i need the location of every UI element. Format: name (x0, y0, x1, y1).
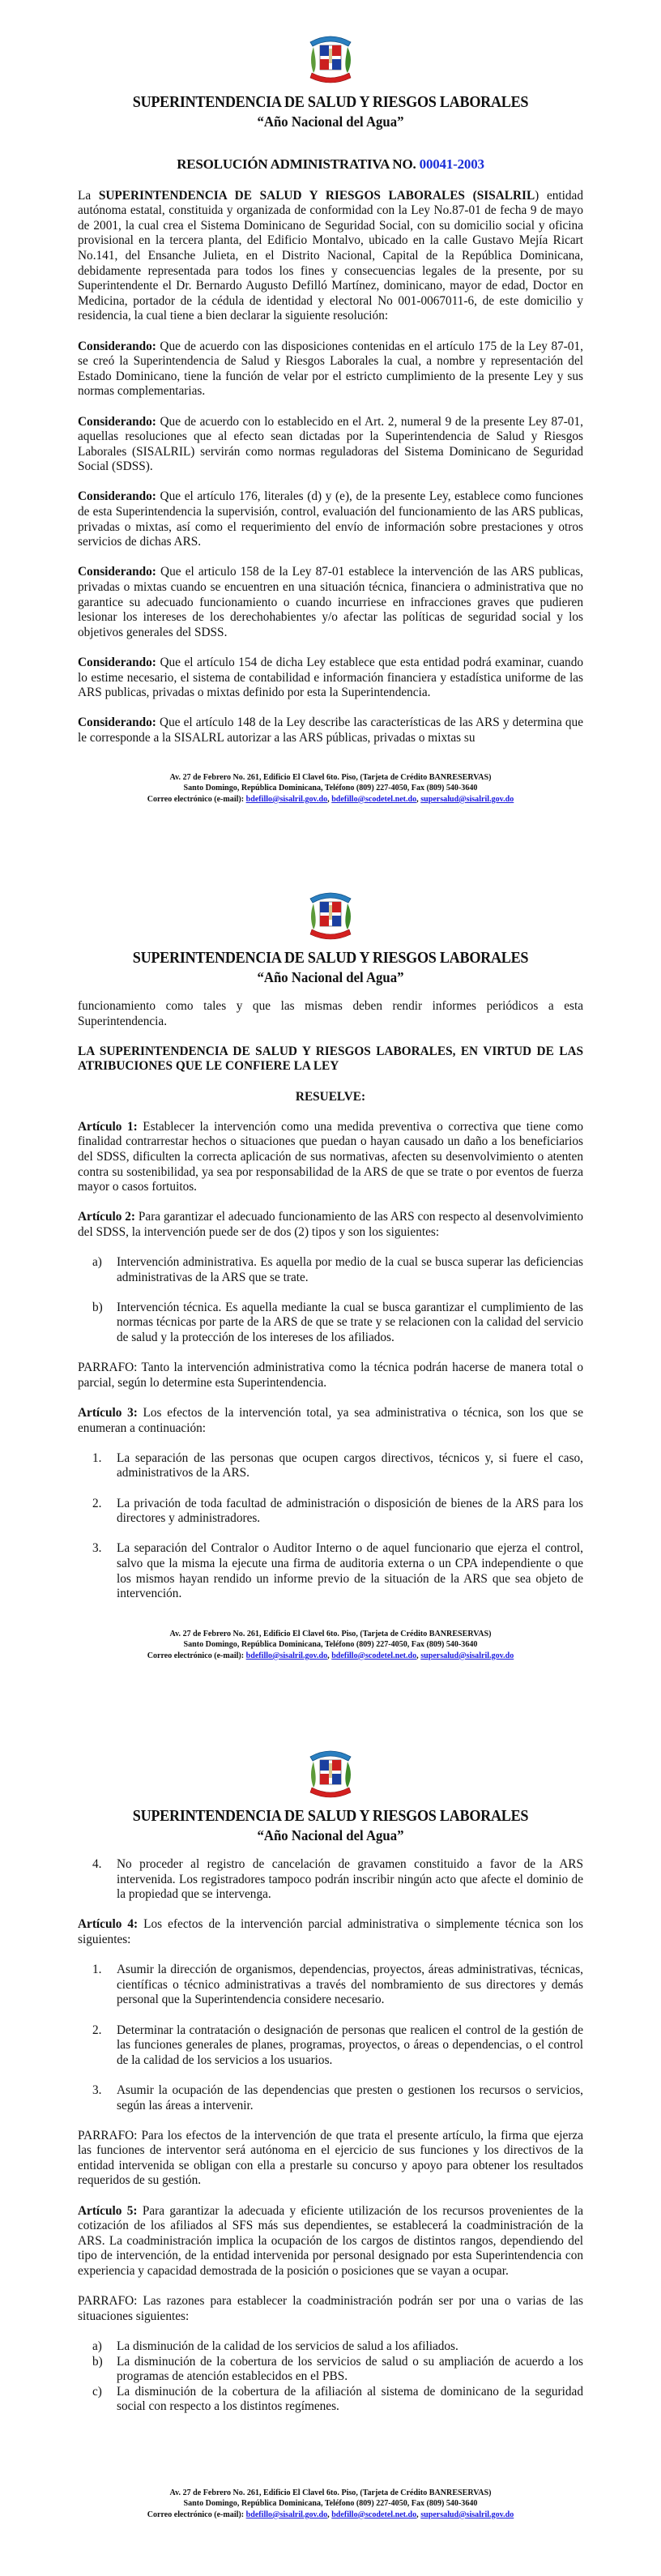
list-item (78, 2355, 583, 2385)
email-link[interactable]: bdefillo@sisalril.gov.do (245, 1651, 328, 1660)
articulo-label: Artículo 4: (78, 1917, 139, 1932)
considerando-text: Que el artículo 148 de la Ley describe las características de las ARS y determina que le corresponde a la SISALRL autorizar a las ARS públicas, privadas o mixtas su (78, 716, 583, 745)
intro-text: ) entidad autónoma estatal, constituida y organizada de conformidad con la Ley No.87-01 de fecha 9 de mayo de 2001, la cual crea el Sistema Dominicano de Seguridad Social, con su domicilio social y oficina provisional en la tercera planta, del Edificio Montalvo, ubicado en la calle Gustavo Mejía Ricart No.141, del Ensanche Julieta, en el Distrito Nacional, Capital de la República Dominicana, debidamente representada para todos los fines y consecuencias legales de la presente, por su Superintendente el Dr. Bernardo Augusto Defilló Martínez, dominicano, mayor de edad, Doctor en Medicina, portador de la cédula de identidad y electoral No 001-0067011-6, de este domicilio y residencia, la cual tiene a bien declarar la siguiente resolución: (78, 188, 583, 323)
list-text: Asumir la ocupación de las dependencias que presten o gestionen los recursos o servicios, según las áreas a intervenir. (117, 2083, 583, 2112)
list-text: La disminución de la calidad de los servicios de salud a los afiliados. (117, 2339, 458, 2353)
coat-of-arms-icon (305, 1747, 356, 1801)
list-item (78, 2385, 583, 2415)
list-text: Determinar la contratación o designación de personas que realicen el control de la gestión de las funciones generales de planes, programas, proyectos, o áreas o dependencias, o el control de la calidad de los servicios a los usuarios. (117, 2023, 583, 2067)
footer-email-line: Correo electrónico (e-mail): bdefillo@sisalril.gov.do, bdefillo@scodetel.net.do, supersalud@sisalril.gov.do (147, 794, 514, 804)
email-link[interactable]: supersalud@sisalril.gov.do (420, 2510, 514, 2519)
intro-paragraph (78, 189, 583, 324)
footer-email-label: Correo electrónico (e-mail): (147, 794, 245, 804)
header-title: SUPERINTENDENCIA DE SALUD Y RIESGOS LABORALES (132, 94, 529, 111)
list-text: No proceder al registro de cancelación de gravamen constituido a favor de la ARS intervenida. Los registradores tampoco podrán inscribir ningún acto que afecte el dominio de la propiedad que se intervenga. (117, 1857, 583, 1902)
considerando-text: Que de acuerdo con las disposiciones contenidas en el artículo 175 de la Ley 87-01, se creó la Superintendencia de Salud y Riesgos Laborales la cual, a nombre y representación del Estado Dominicano, tiene la función de velar por el estricto cumplimiento de la presente Ley y sus normas complementarias. (78, 339, 583, 399)
page-1 (0, 0, 661, 858)
considerando-label: Considerando: (78, 656, 156, 669)
footer-email-line: Correo electrónico (e-mail): bdefillo@sisalril.gov.do, bdefillo@scodetel.net.do, supersalud@sisalril.gov.do (147, 1651, 514, 1660)
articulo-label: Artículo 5: (78, 2203, 138, 2218)
continuation-paragraph: funcionamiento como tales y que las mismas deben rendir informes periódicos a esta Superintendencia. (78, 999, 583, 1028)
list-marker: a) (92, 1255, 102, 1270)
articulo-label: Artículo 1: (78, 1119, 138, 1134)
articulo-paragraph (78, 1210, 583, 1240)
intro-lead: La (78, 188, 92, 203)
considerando-text: Que el artículo 176, literales (d) y (e), de la presente Ley, establece como funciones de esta Superintendencia la supervisión, control, evaluación del funcionamiento de las ARS publicas, privadas o mixtas, así como el requerimiento del envío de información sobre prestaciones y otros servicios de dichas ARS. (78, 489, 583, 549)
articulo-text: Los efectos de la intervención parcial administrativa o simplemente técnica son los siguientes: (78, 1917, 583, 1946)
list-text: Asumir la dirección de organismos, dependencias, proyectos, áreas administrativas, técnicas, científicas o técnico administrativas a través del nombramiento de sus directores y demás personal que la Superintendencia considere necesario. (117, 1963, 583, 2007)
email-link[interactable]: bdefillo@scodetel.net.do (331, 1651, 417, 1660)
footer-city: Santo Domingo, República Dominicana, Teléfono (809) 227-4050, Fax (809) 540-3640 (183, 2499, 478, 2509)
page-footer (16, 2488, 644, 2520)
coat-of-arms-icon (305, 32, 356, 86)
list-text: La disminución de la cobertura de los servicios de salud o su ampliación de acuerdo a los programas de atención establecidos en el PBS. (117, 2354, 583, 2384)
footer-address: Av. 27 de Febrero No. 261, Edificio El Clavel 6to. Piso, (Tarjeta de Crédito BANRESERVAS) (169, 773, 492, 782)
page-3 (0, 1716, 661, 2576)
list-marker: 1. (92, 1963, 102, 1977)
email-link[interactable]: bdefillo@scodetel.net.do (331, 2510, 417, 2519)
parrafo: PARRAFO: Tanto la intervención administrativa como la técnica podrán hacerse de manera total o parcial, según lo determine esta Superintendencia. (78, 1361, 583, 1390)
considerando-label: Considerando: (78, 339, 156, 353)
list-marker: b) (92, 2354, 103, 2369)
list-item (78, 1963, 583, 2008)
articulo-paragraph (78, 1406, 583, 1436)
header-title: SUPERINTENDENCIA DE SALUD Y RIESGOS LABORALES (132, 950, 529, 967)
page-2-body (78, 999, 583, 1617)
list-marker: 2. (92, 1496, 102, 1510)
page-footer (16, 1629, 644, 1661)
total-effects-list (78, 1451, 583, 1602)
considerando-text: Que de acuerdo con lo establecido en el Art. 2, numeral 9 de la presente Ley 87-01, aquellas resoluciones que al efecto sean dictadas por la Superintendencia de Salud y Riesgos Laborales (SISALRIL) servirán como normas reguladoras del Sistema Dominicano de Seguridad Social (SDSS). (78, 414, 583, 474)
list-item (78, 2339, 583, 2355)
footer-address: Av. 27 de Febrero No. 261, Edificio El Clavel 6to. Piso, (Tarjeta de Crédito BANRESERVAS) (169, 2488, 492, 2497)
page-footer (16, 772, 644, 805)
list-item (78, 1451, 583, 1481)
list-text: Intervención administrativa. Es aquella por medio de la cual se busca superar las deficiencias administrativas de la ARS que se trate. (117, 1255, 583, 1284)
email-link[interactable]: supersalud@sisalril.gov.do (420, 794, 514, 804)
footer-city: Santo Domingo, República Dominicana, Teléfono (809) 227-4050, Fax (809) 540-3640 (183, 1640, 478, 1650)
footer-address: Av. 27 de Febrero No. 261, Edificio El Clavel 6to. Piso, (Tarjeta de Crédito BANRESERVAS) (169, 1630, 492, 1638)
header-title: SUPERINTENDENCIA DE SALUD Y RIESGOS LABORALES (132, 1808, 529, 1825)
coat-of-arms-icon (305, 889, 356, 942)
list-marker: 3. (92, 1541, 102, 1556)
resuelve-heading: RESUELVE: (295, 1089, 366, 1104)
email-link[interactable]: bdefillo@scodetel.net.do (331, 794, 417, 804)
resolution-number: 00041-2003 (419, 156, 484, 172)
considerando-text: Que el artículo 154 de dicha Ley establece que esta entidad podrá examinar, cuando lo estime necesario, el sistema de contabilidad e información financiera y estadística uniforme de las ARS publicas, privadas o mixtas definido por esta la Superintendencia. (78, 656, 583, 700)
considerando-paragraph (78, 716, 583, 745)
considerando-label: Considerando: (78, 414, 156, 429)
list-marker: 3. (92, 2083, 102, 2097)
considerando-paragraph (78, 489, 583, 549)
page-1-body (78, 157, 583, 761)
list-text: La disminución de la cobertura de la afiliación al sistema de dominicano de la seguridad social con respecto a los distintos regímenes. (117, 2384, 583, 2414)
articulo-label: Artículo 3: (78, 1406, 138, 1420)
articulo-paragraph (78, 1917, 583, 1947)
list-item (78, 1857, 583, 1903)
articulo-text: Para garantizar la adecuada y eficiente utilización de los recursos provenientes de la cotización de los afiliados al SFS más sus dependientes, se establecerá la coadministración de la ARS. La coadministración implica la ocupación de los cargos de distintos rangos, dependiendo del tipo de intervención, de la entidad intervenida por personal designado por esta Superintendencia con experiencia y capacidad demostrada de la posición o posiciones que se vayan a ocupar. (78, 2203, 583, 2279)
considerando-paragraph (78, 565, 583, 640)
header-subtitle: “Año Nacional del Agua” (257, 1827, 404, 1843)
header-subtitle: “Año Nacional del Agua” (257, 113, 404, 130)
list-marker: 4. (92, 1857, 102, 1871)
page-3-body (78, 1857, 583, 2430)
considerando-label: Considerando: (78, 565, 156, 579)
email-link[interactable]: bdefillo@sisalril.gov.do (245, 794, 328, 804)
list-text: La separación de las personas que ocupen cargos directivos, técnicos y, si fuere el caso, administrativos de la ARS. (117, 1450, 583, 1480)
header-subtitle: “Año Nacional del Agua” (257, 969, 404, 985)
list-item (78, 1541, 583, 1601)
parrafo: PARRAFO: Las razones para establecer la coadministración podrán ser por una o varias de las situaciones siguientes: (78, 2294, 583, 2323)
list-marker: c) (92, 2384, 102, 2399)
partial-effects-list (78, 1963, 583, 2113)
list-text: La privación de toda facultad de administración o disposición de bienes de la ARS para los directores y administradores. (117, 1496, 583, 1526)
footer-email-label: Correo electrónico (e-mail): (147, 2510, 245, 2519)
articulo-paragraph (78, 2204, 583, 2279)
parrafo: PARRAFO: Para los efectos de la intervención de que trata el presente artículo, la firma que ejerza las funciones de interventor será autónoma en el ejercicio de sus funciones y los directivos de la entidad intervenida se obligan con ella a prestarle su concurso y apoyo para obtener los resultados requeridos de su gestión. (78, 2128, 583, 2188)
footer-email-label: Correo electrónico (e-mail): (147, 1651, 245, 1660)
intro-entity-name: SUPERINTENDENCIA DE SALUD Y RIESGOS LABORALES (SISALRIL (98, 188, 535, 203)
footer-email-line: Correo electrónico (e-mail): bdefillo@sisalril.gov.do, bdefillo@scodetel.net.do, supersalud@sisalril.gov.do (147, 2510, 514, 2519)
list-text: La separación del Contralor o Auditor Interno o de aquel funcionario que ejerza el control, salvo que la misma la ejecute una firma de auditoria externa o un CPA independiente o que los mismos hayan rendido un informe previo de la situación de la ARS que sea objeto de intervención. (117, 1541, 583, 1601)
list-item (78, 1255, 583, 1285)
page-2 (0, 858, 661, 1716)
articulo-text: Para garantizar el adecuado funcionamiento de las ARS con respecto al desenvolvimiento del SDSS, la intervención puede ser de dos (2) tipos y son los siguientes: (78, 1210, 583, 1239)
list-item (78, 1497, 583, 1527)
intervention-types-list (78, 1255, 583, 1346)
considerando-paragraph (78, 415, 583, 475)
considerando-label: Considerando: (78, 716, 156, 730)
considerando-label: Considerando: (78, 489, 156, 504)
coadministration-reasons-list (78, 2339, 583, 2415)
considerando-paragraph (78, 340, 583, 399)
articulo-paragraph (78, 1120, 583, 1195)
considerando-text: Que el articulo 158 de la Ley 87-01 establece la intervención de las ARS publicas, privadas o mixtas cuando se encuentren en una situación técnica, financiera o administrativa que no garantice su adecuado funcionamiento o cuando incurriese en infracciones graves que pudieren lesionar los intereses de los derechohabientes y/o afectar las políticas de seguridad social y los objetivos generales del SDSS. (78, 565, 583, 639)
articulo-text: Establecer la intervención como una medida preventiva o correctiva que tiene como finalidad contrarrestar hechos o situaciones que puedan o hayan causado un daño a los beneficiarios del SDSS, dificulten la correcta aplicación de sus normativas, afecten su desenvolvimiento o atenten contra su sostenibilidad, ya sea por responsabilidad de la ARS de que se trate o por eventos de fuerza mayor o casos fortuitos. (78, 1119, 583, 1194)
list-text: Intervención técnica. Es aquella mediante la cual se busca garantizar el cumplimiento de las normas técnicas por parte de la ARS de que se trate y se relacionen con la calidad del servicio de salud y la protección de los intereses de los afiliados. (117, 1300, 583, 1345)
email-link[interactable]: supersalud@sisalril.gov.do (420, 1651, 514, 1660)
total-effects-list-continued (78, 1857, 583, 1903)
list-marker: a) (92, 2339, 102, 2353)
list-item (78, 2083, 583, 2113)
preamble: LA SUPERINTENDENCIA DE SALUD Y RIESGOS LABORALES, EN VIRTUD DE LAS ATRIBUCIONES QUE LE CONFIERE LA LEY (78, 1044, 583, 1074)
email-link[interactable]: bdefillo@sisalril.gov.do (245, 2510, 328, 2519)
list-item (78, 2023, 583, 2069)
resolution-label: RESOLUCIÓN ADMINISTRATIVA NO. (177, 156, 416, 172)
list-marker: 2. (92, 2023, 102, 2037)
articulo-label: Artículo 2: (78, 1210, 136, 1224)
resolution-title (78, 157, 583, 173)
footer-city: Santo Domingo, República Dominicana, Teléfono (809) 227-4050, Fax (809) 540-3640 (183, 784, 478, 793)
list-marker: 1. (92, 1450, 102, 1465)
list-marker: b) (92, 1300, 103, 1314)
considerando-paragraph (78, 656, 583, 701)
articulo-text: Los efectos de la intervención total, ya sea administrativa o técnica, son los que se enumeran a continuación: (78, 1406, 583, 1435)
list-item (78, 1301, 583, 1346)
